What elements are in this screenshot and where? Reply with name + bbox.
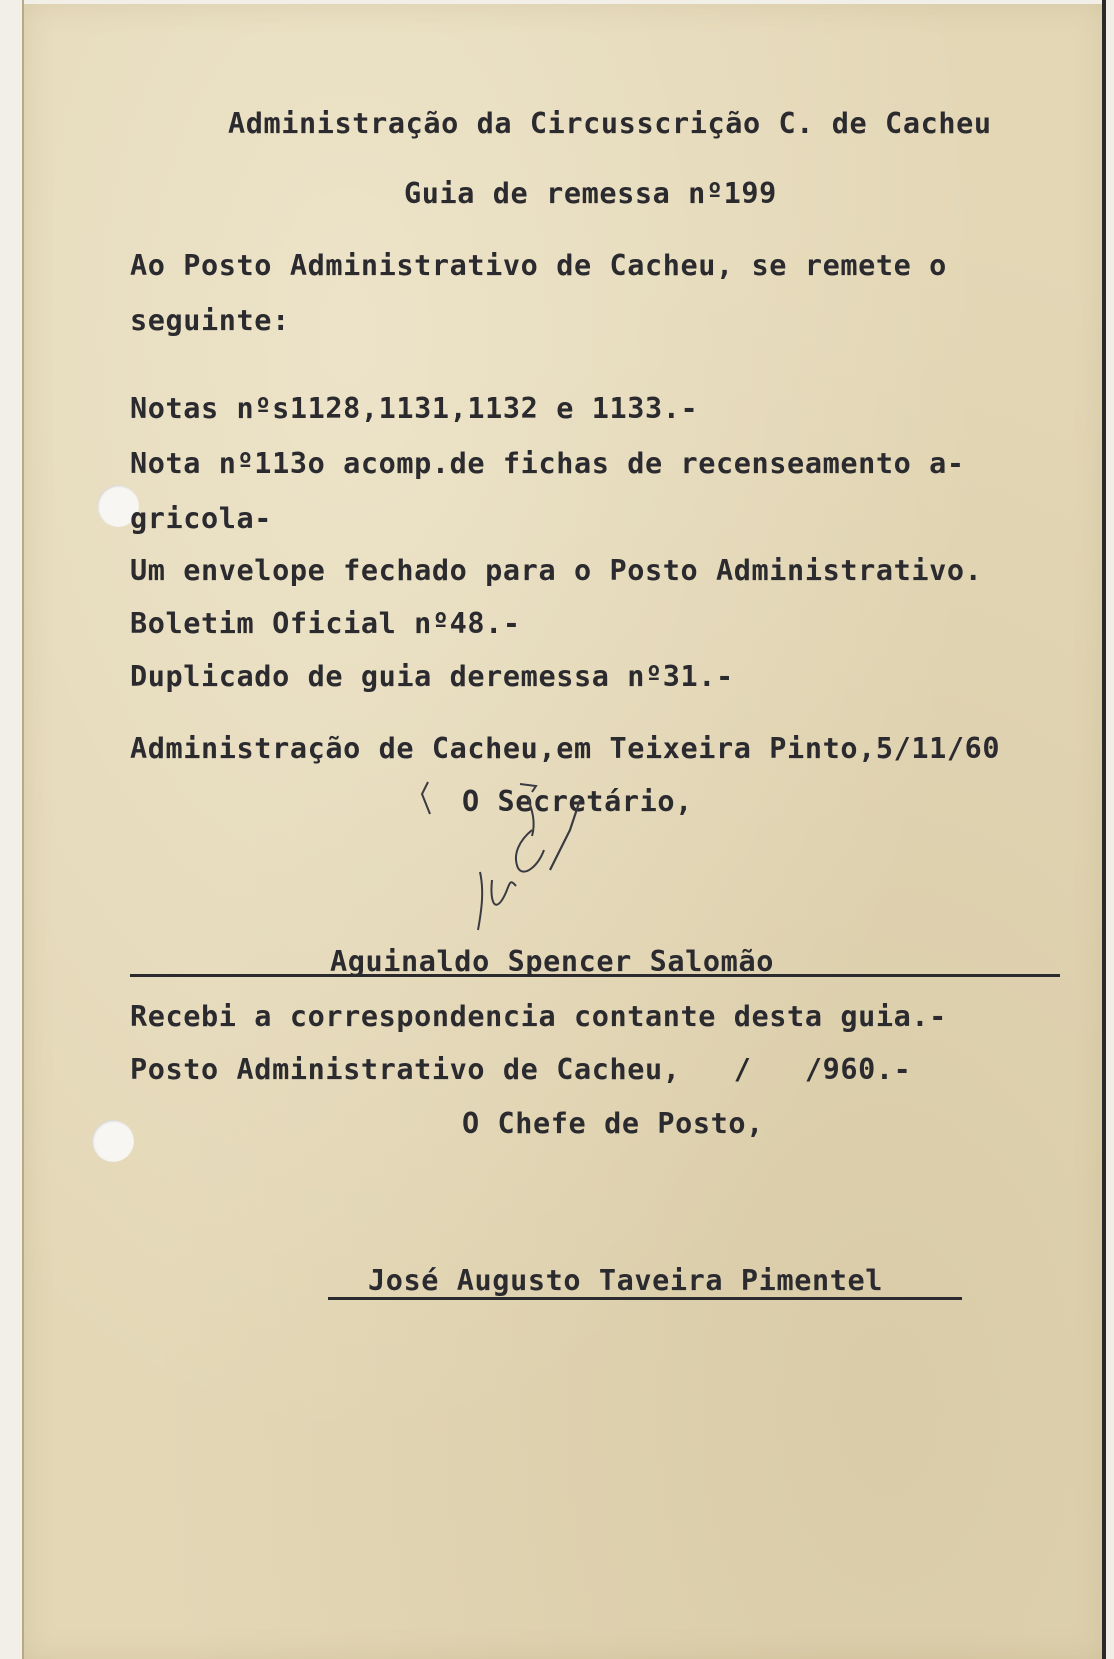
scan-right-border — [1102, 0, 1106, 1659]
place-and-date: Administração de Cacheu,em Teixeira Pinto,5/11/60 — [130, 732, 1001, 765]
item-boletim: Boletim Oficial nº48.- — [130, 607, 521, 640]
chief-signature-line — [328, 1297, 962, 1300]
secretary-signature — [420, 780, 680, 940]
secretary-name: Aguinaldo Spencer Salomão — [330, 945, 774, 978]
paper-left-edge — [22, 0, 24, 1659]
item-duplicado: Duplicado de guia deremessa nº31.- — [130, 660, 734, 693]
item-notas: Notas nºs1128,1131,1132 e 1133.- — [130, 392, 699, 425]
intro-line-2: seguinte: — [130, 304, 290, 337]
header-administration: Administração da Circusscrição C. de Cacheu — [228, 107, 992, 140]
receipt-line-1: Recebi a correspondencia contante desta guia.- — [130, 1000, 947, 1033]
item-nota-fichas-continued: gricola- — [130, 502, 273, 535]
intro-line-1: Ao Posto Administrativo de Cacheu, se remete o — [130, 249, 947, 282]
item-envelope: Um envelope fechado para o Posto Administrativo. — [130, 554, 983, 587]
receipt-line-2: Posto Administrativo de Cacheu, / /960.- — [130, 1053, 912, 1086]
header-guia-number: Guia de remessa nº199 — [404, 177, 777, 210]
chief-name: José Augusto Taveira Pimentel — [368, 1264, 883, 1297]
secretary-title: O Secretário, — [462, 785, 693, 818]
item-nota-fichas: Nota nº113o acomp.de fichas de recenseamento a- — [130, 447, 965, 480]
punch-hole-bottom — [92, 1120, 134, 1162]
chief-title: O Chefe de Posto, — [462, 1107, 764, 1140]
